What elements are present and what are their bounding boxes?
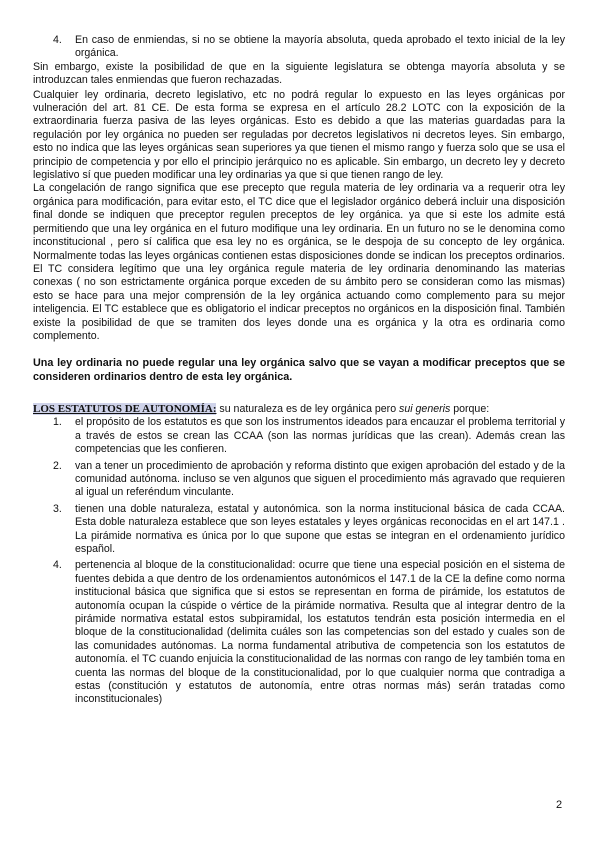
document-page: [33, 34, 565, 707]
list-item: [33, 34, 565, 61]
list-text: tienen una doble naturaleza, estatal y autonómica. son la norma institucional básica de cada CCAA. Esta doble naturaleza establece que son leyes estatales y leyes orgánicas reconocidas en el art 147.1 . La pirámide normativa es única por lo que supone que estas se integran en el ordenamiento jurídico español.: [75, 502, 565, 555]
list-number: 3.: [53, 502, 62, 515]
enmiendas-list: [33, 34, 565, 61]
list-text: el propósito de los estatutos es que son los instrumentos ideados para encauzar el problema territorial y a través de estos se crean las CCAA (son las normas jurídicas que las crean). Además crean las competencias que les confieren.: [75, 416, 565, 456]
section-heading: LOS ESTATUTOS DE AUTONOMÍA:: [33, 403, 217, 416]
list-number: 2.: [53, 459, 62, 472]
estatutos-list: [33, 416, 565, 707]
section-intro-italic: sui generis: [399, 403, 451, 416]
paragraph: Sin embargo, existe la posibilidad de que en la siguiente legislatura se obtenga mayoría absoluta y se introduzcan tales enmiendas que fueron rechazadas.: [33, 60, 565, 87]
list-text: En caso de enmiendas, si no se obtiene la mayoría absoluta, queda aprobado el texto inicial de la ley orgánica.: [75, 34, 565, 60]
section-intro: su naturaleza es de ley orgánica pero: [216, 403, 400, 416]
section-intro-end: porque:: [450, 403, 490, 416]
list-item: [33, 559, 565, 706]
list-number: 4.: [53, 34, 62, 46]
bold-statement: Una ley ordinaria no puede regular una ley orgánica salvo que se vayan a modificar preceptos que se consideren ordinarios dentro de esta ley orgánica.: [33, 357, 565, 384]
section-heading-line: [33, 402, 565, 416]
paragraph: Cualquier ley ordinaria, decreto legislativo, etc no podrá regular lo expuesto en las leyes orgánicas por vulneración del art. 81 CE. De esta forma se expresa en el artículo 28.2 LOTC con la exposición de la extraordinaria fuerza pasiva de las leyes orgánicas. Esto es debido a que las materias guardadas para la regulación por ley orgánica no pueden ser reguladas por decretos legislativos ni decretos leyes. Sin embargo, esto no indica que las leyes orgánicas sean superiores ya que tienen el mismo rango y fuerza solo que se usa el principio de competencia y por ello el principio jerárquico no es aplicable. Sin embargo, un decreto ley y decreto legislativo sí que pueden modificar una ley ordinarias ya que si que tienen rango de ley.: [33, 88, 565, 182]
list-number: 1.: [53, 416, 62, 429]
paragraph: La congelación de rango significa que ese precepto que regula materia de ley ordinaria va a requerir otra ley orgánica para modificación, para evitar esto, el TC dice que el legislador orgánico deberá incluir una disposición final donde se indiquen que preceptor regulen preceptos de ley orgánica. ya que si este los admite está permitiendo que una ley orgánica en el futuro modifique una ley ordinaria. En un futuro no se le denomina como inconstitucional , pero sí califica que esa ley no es orgánica, se le despoja de su concepto de ley orgánica. Normalmente todas las leyes orgánicas contienen estas disposiciones donde se indican los preceptos ordinarios. El TC considera legítimo que una ley orgánica regule materia de ley ordinaria denominando las materias conexas ( no son estrictamente orgánica porque exceden de su ámbito pero se consideran como las mismas) esto se hace para una mejor comprensión de la ley orgánica actuando como complemento para su mejor inteligencia. El TC establece que es obligatorio el indicar preceptos no orgánicos en la disposición final. También existe la posibilidad de que se tramiten dos leyes donde una es orgánica y la otra es ordinaria como complemento.: [33, 182, 565, 342]
list-item: [33, 503, 565, 557]
list-text: van a tener un procedimiento de aprobación y reforma distinto que exigen aprobación del estado y de la comunidad autónoma. incluso se ven algunos que siguen el procedimiento más agravado que requieren al igual un referéndum vinculante.: [75, 459, 565, 499]
list-number: 4.: [53, 559, 62, 572]
list-item: [33, 460, 565, 500]
list-text: pertenencia al bloque de la constitucionalidad: ocurre que tiene una especial posición en el sistema de fuentes debida a que dentro de los ordenamientos autonómicos el 147.1 de la CE la define como norma institucional básica que significa que si estos se representan en forma de pirámide, los estatutos de autonomía ocupan la cúspide o vértice de la pirámide normativa. Resulta que al integrar dentro de la pirámide normativa estatal estos subpiramidal, los estatutos tendrán esta posición intermedia en el bloque de la constitucionalidad (delimita cuáles son las competencias son del estado y cuales son de las comunidades autónomas. La norma fundamental atributiva de competencia son los estatutos de autonomía. el TC cuando enjuicia la constitucionalidad de las normas con rango de ley también toma en cuenta las normas del bloque de la constitucionalidad, por lo que cualquier norma que contradiga a estas (constitución y estatutos de autonomía, entre otras normas más) serán tratadas como inconstitucionales): [75, 559, 565, 706]
page-number: 2: [556, 799, 563, 811]
list-item: [33, 416, 565, 456]
